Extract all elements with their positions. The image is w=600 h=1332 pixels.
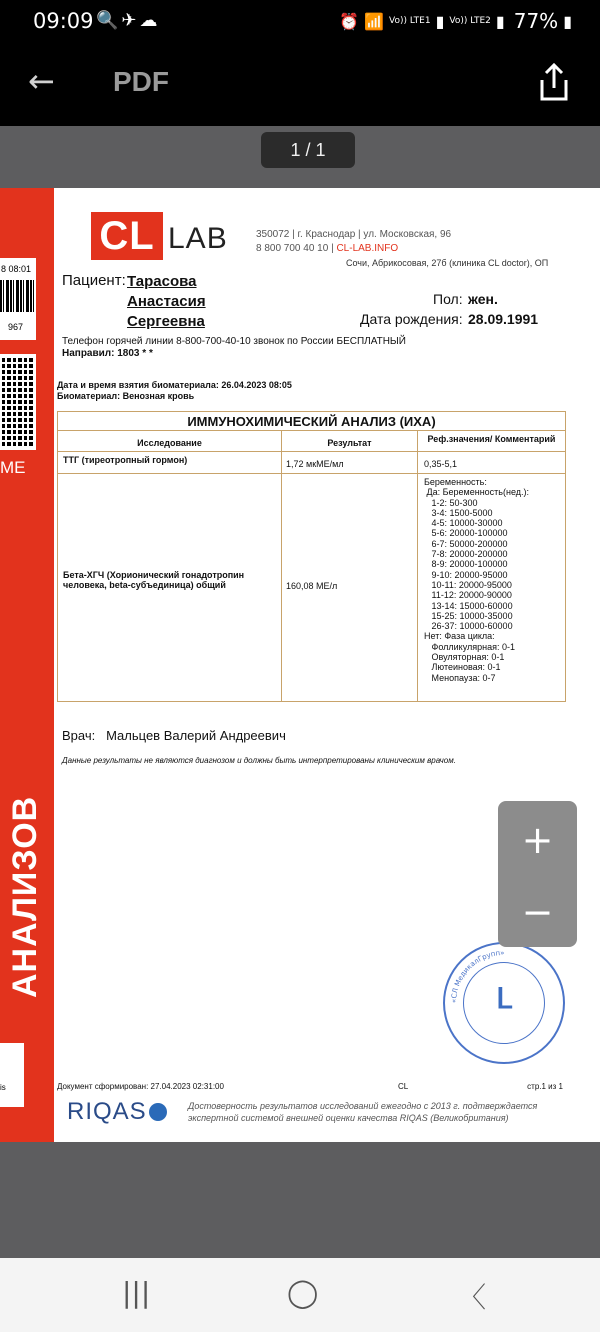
col-study-header: Исследование xyxy=(58,431,282,451)
sex-value: жен. xyxy=(468,291,498,307)
ref-line: 3-4: 1500-5000 xyxy=(424,507,493,518)
ref-line: 9-10: 20000-95000 xyxy=(424,569,508,580)
battery-icon: ▮ xyxy=(563,11,572,31)
doctor-name: Мальцев Валерий Андреевич xyxy=(106,728,286,743)
study-ref: 0,35-5,1 xyxy=(424,459,458,469)
table-header-row xyxy=(58,431,565,452)
clinic-stamp xyxy=(443,942,565,1064)
lab-address xyxy=(256,228,451,256)
qr-code-icon xyxy=(0,354,36,450)
logo-lab: LAB xyxy=(168,222,228,255)
app-title: PDF xyxy=(113,66,169,97)
brand-strip xyxy=(0,188,54,1142)
col-result-header: Результат xyxy=(282,431,418,451)
zoom-controls xyxy=(498,801,577,947)
ref-line: 10-11: 20000-95000 xyxy=(424,579,512,590)
share-icon[interactable] xyxy=(536,62,572,102)
study-name: Бета-ХГЧ (Хорионический гонадотропин человека, beta-субъединица) общий xyxy=(58,474,282,701)
patient-name xyxy=(127,272,206,332)
alarm-icon: ⏰ xyxy=(339,11,360,31)
zoom-out-button[interactable]: − xyxy=(521,890,554,934)
generated-date: Документ сформирован: 27.04.2023 02:31:00 xyxy=(57,1082,224,1091)
referral-text: Направил: 1803 * * xyxy=(62,348,153,359)
dob-label: Дата рождения: xyxy=(360,311,463,327)
doctor-line xyxy=(62,728,286,743)
dob-value: 28.09.1991 xyxy=(468,311,539,327)
ref-line: Овуляторная: 0-1 xyxy=(424,652,505,663)
sample-type: Биоматериал: Венозная кровь xyxy=(57,391,195,401)
ref-line: 4-5: 10000-30000 xyxy=(424,518,503,529)
ref-line: 15-25: 10000-35000 xyxy=(424,610,513,621)
riqas-statement: Достоверность результатов исследований ежегодно с 2013 г. подтверждается экспертной системой внешней оценки качества RIQAS (Великобритания) xyxy=(188,1101,538,1123)
footer-line xyxy=(57,1082,563,1091)
stamp-text: «СЛ МедикалГрупп» xyxy=(449,948,505,1004)
app-bar xyxy=(0,44,600,126)
ref-line: Нет: Фаза цикла: xyxy=(424,631,495,642)
patient-surname: Тарасова xyxy=(127,273,197,290)
lab-report xyxy=(54,188,600,1142)
patient-patronymic: Сергеевна xyxy=(127,313,205,330)
pdf-viewer[interactable] xyxy=(0,126,600,1258)
table-row xyxy=(58,452,565,474)
stamp-logo-icon: ᒪ xyxy=(496,983,512,1014)
study-ref xyxy=(418,474,565,701)
logo-cl: CL xyxy=(91,212,163,260)
riqas-logo xyxy=(67,1098,167,1126)
ref-line: 1-2: 50-300 xyxy=(424,497,478,508)
barcode-number: 967 xyxy=(8,322,24,332)
study-result: 1,72 мкМЕ/мл xyxy=(282,452,418,473)
patient-firstname: Анастасия xyxy=(127,293,206,310)
pdf-page[interactable] xyxy=(0,188,600,1142)
ref-line: 8-9: 20000-100000 xyxy=(424,559,508,570)
study-name: ТТГ (тиреотропный гормон) xyxy=(58,452,282,473)
barcode-icon xyxy=(0,280,34,312)
riqas-text: RIQAS xyxy=(67,1098,147,1125)
status-icons xyxy=(339,9,572,33)
clinic-address: Сочи, Абрикосовая, 27б (клиника CL doctor), ОП xyxy=(346,258,549,268)
clock: 09:09 xyxy=(33,9,94,33)
ref-line: 7-8: 20000-200000 xyxy=(424,549,508,560)
back-icon[interactable]: 〈 xyxy=(458,1281,487,1314)
network-1: Vo)) LTE1 xyxy=(389,15,431,26)
globe-icon xyxy=(149,1103,167,1121)
ref-line: 26-37: 10000-60000 xyxy=(424,621,513,632)
sample-info xyxy=(57,380,292,402)
strip-box-text: is xyxy=(0,1083,6,1092)
lab-phone: 8 800 700 40 10 | xyxy=(256,243,337,254)
signal-1-icon: ▮ xyxy=(435,11,445,31)
study-result: 160,08 МЕ/л xyxy=(282,474,418,701)
strip-text: ME xyxy=(0,458,26,477)
sample-time: Дата и время взятия биоматериала: 26.04.2023 08:05 xyxy=(57,380,292,390)
col-ref-header: Реф.значения/ Комментарий xyxy=(427,434,556,444)
doctor-label: Врач: xyxy=(62,728,96,743)
ref-line: 11-12: 20000-90000 xyxy=(424,590,512,601)
wifi-icon: 📶 xyxy=(364,11,385,31)
footer-code: CL xyxy=(398,1082,409,1091)
ref-line: 6-7: 50000-200000 xyxy=(424,538,508,549)
network-2: Vo)) LTE2 xyxy=(449,15,491,26)
patient-label: Пациент: xyxy=(62,272,126,289)
svg-text:«СЛ МедикалГрупп» xyxy=(450,949,505,1003)
lab-site-link[interactable]: CL-LAB.INFO xyxy=(336,243,399,254)
stamp-text-ring xyxy=(443,942,565,1064)
recents-icon[interactable]: ||| xyxy=(122,1276,151,1309)
home-icon[interactable]: ◯ xyxy=(287,1276,319,1309)
vertical-brand-text: АНАЛИЗОВ xyxy=(6,795,44,998)
table-row xyxy=(58,474,565,701)
results-table xyxy=(57,411,566,702)
ref-line: 5-6: 20000-100000 xyxy=(424,528,508,539)
barcode-label xyxy=(0,258,36,340)
ref-line: Лютеиновая: 0-1 xyxy=(424,662,501,673)
system-nav-bar xyxy=(0,1258,600,1332)
footer-page: стр.1 из 1 xyxy=(527,1082,563,1091)
table-title: ИММУНОХИМИЧЕСКИЙ АНАЛИЗ (ИХА) xyxy=(58,412,565,431)
status-bar xyxy=(0,0,600,44)
signal-2-icon: ▮ xyxy=(495,11,505,31)
hotline-text: Телефон горячей линии 8-800-700-40-10 звонок по России БЕСПЛАТНЫЙ xyxy=(62,336,406,347)
notification-icons: 🔍✈☁ xyxy=(96,10,161,31)
sex-label: Пол: xyxy=(433,291,463,307)
ref-line: Фолликулярная: 0-1 xyxy=(424,641,516,652)
strip-box xyxy=(0,1043,24,1107)
page-indicator: 1 / 1 xyxy=(261,132,355,168)
zoom-in-button[interactable]: + xyxy=(521,818,554,862)
disclaimer: Данные результаты не являются диагнозом и должны быть интерпретированы клиническим врачом. xyxy=(62,756,456,765)
ref-line: Менопауза: 0-7 xyxy=(424,672,496,683)
battery-level: 77% xyxy=(513,9,559,33)
barcode-top-text: 8 08:01 xyxy=(1,264,32,274)
back-arrow-icon[interactable]: ← xyxy=(28,62,55,100)
ref-line: 13-14: 15000-60000 xyxy=(424,600,513,611)
address-line: 350072 | г. Краснодар | ул. Московская, 96 xyxy=(256,229,452,240)
ref-line: Да: Беременность(нед.): xyxy=(424,487,529,498)
ref-line: Беременность: xyxy=(424,477,487,487)
